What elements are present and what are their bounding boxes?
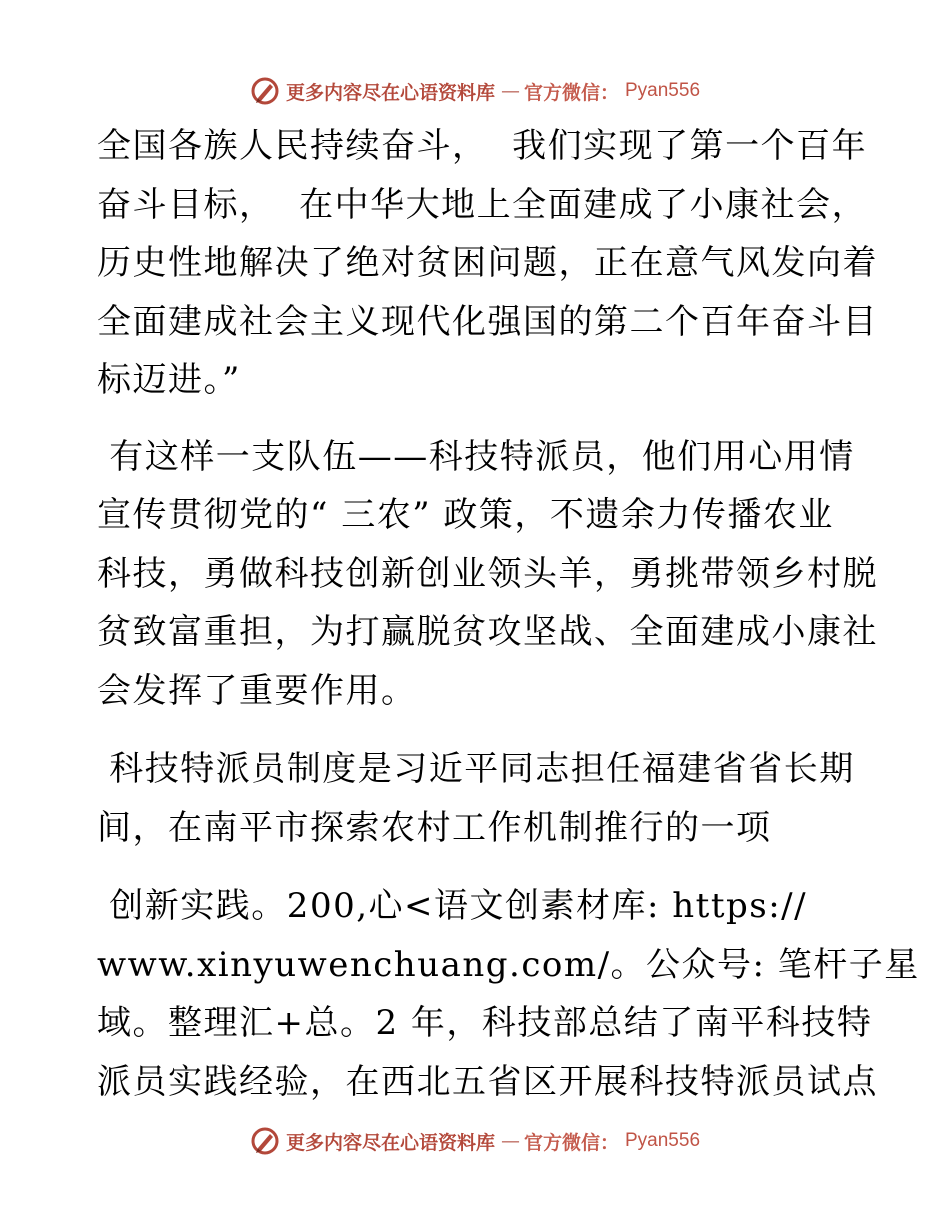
text-line: 间，在南平市探索农村工作机制推行的一项: [97, 807, 772, 848]
header-watermark: [0, 71, 950, 111]
watermark-separator: —: [500, 80, 518, 102]
text-line: 派员实践经验，在西北五省区开展科技特派员试点: [97, 1061, 878, 1102]
text-line: 科技，勇做科技创新创业领头羊，勇挑带领乡村脱: [97, 553, 878, 594]
watermark-text: 更多内容尽在心语资料库: [285, 1131, 495, 1154]
text-line: 科技特派员制度是习近平同志担任福建省省长期: [97, 749, 855, 789]
paragraph: [97, 877, 920, 1111]
paragraph: [97, 428, 878, 721]
text-line: 历史性地解决了绝对贫困问题，正在意气风发向着: [97, 243, 878, 283]
watermark-account-label: 官方微信：: [523, 81, 619, 104]
text-line: 宣传贯彻党的“ 三农” 政策，不遗余力传播农业: [97, 495, 834, 535]
text-line: 标迈进。”: [97, 360, 241, 400]
paragraph: [97, 117, 878, 410]
text-line: 全国各族人民持续奋斗， 我们实现了第一个百年: [97, 126, 868, 166]
watermark-account-id: Pyan556: [625, 80, 701, 101]
text-line: www.xinyuwenchuang.com/。公众号: 笔杆子星: [97, 944, 920, 985]
footer-watermark: [0, 1121, 950, 1161]
text-line: 奋斗目标， 在中华大地上全面建成了小康社会，: [97, 184, 868, 225]
watermark-text: 更多内容尽在心语资料库: [285, 81, 495, 104]
watermark-separator: —: [500, 1130, 518, 1152]
text-line: 域。整理汇+总。2 年，科技部总结了南平科技特: [97, 1003, 873, 1043]
text-line: 有这样一支队伍——科技特派员，他们用心用情: [97, 436, 855, 477]
paragraph: [97, 740, 857, 857]
text-line: 创新实践。200,心<语文创素材库: https://: [97, 886, 808, 926]
text-line: 贫致富重担，为打赢脱贫攻坚战、全面建成小康社: [97, 612, 878, 652]
pen-circle-logo-icon: [250, 1126, 280, 1156]
text-line: 会发挥了重要作用。: [97, 670, 417, 711]
pen-circle-logo-icon: [250, 76, 280, 106]
document-body: [97, 117, 920, 1111]
watermark-account-id: Pyan556: [625, 1130, 701, 1151]
watermark-account-label: 官方微信：: [523, 1131, 619, 1154]
text-line: 全面建成社会主义现代化强国的第二个百年奋斗目: [97, 301, 878, 342]
